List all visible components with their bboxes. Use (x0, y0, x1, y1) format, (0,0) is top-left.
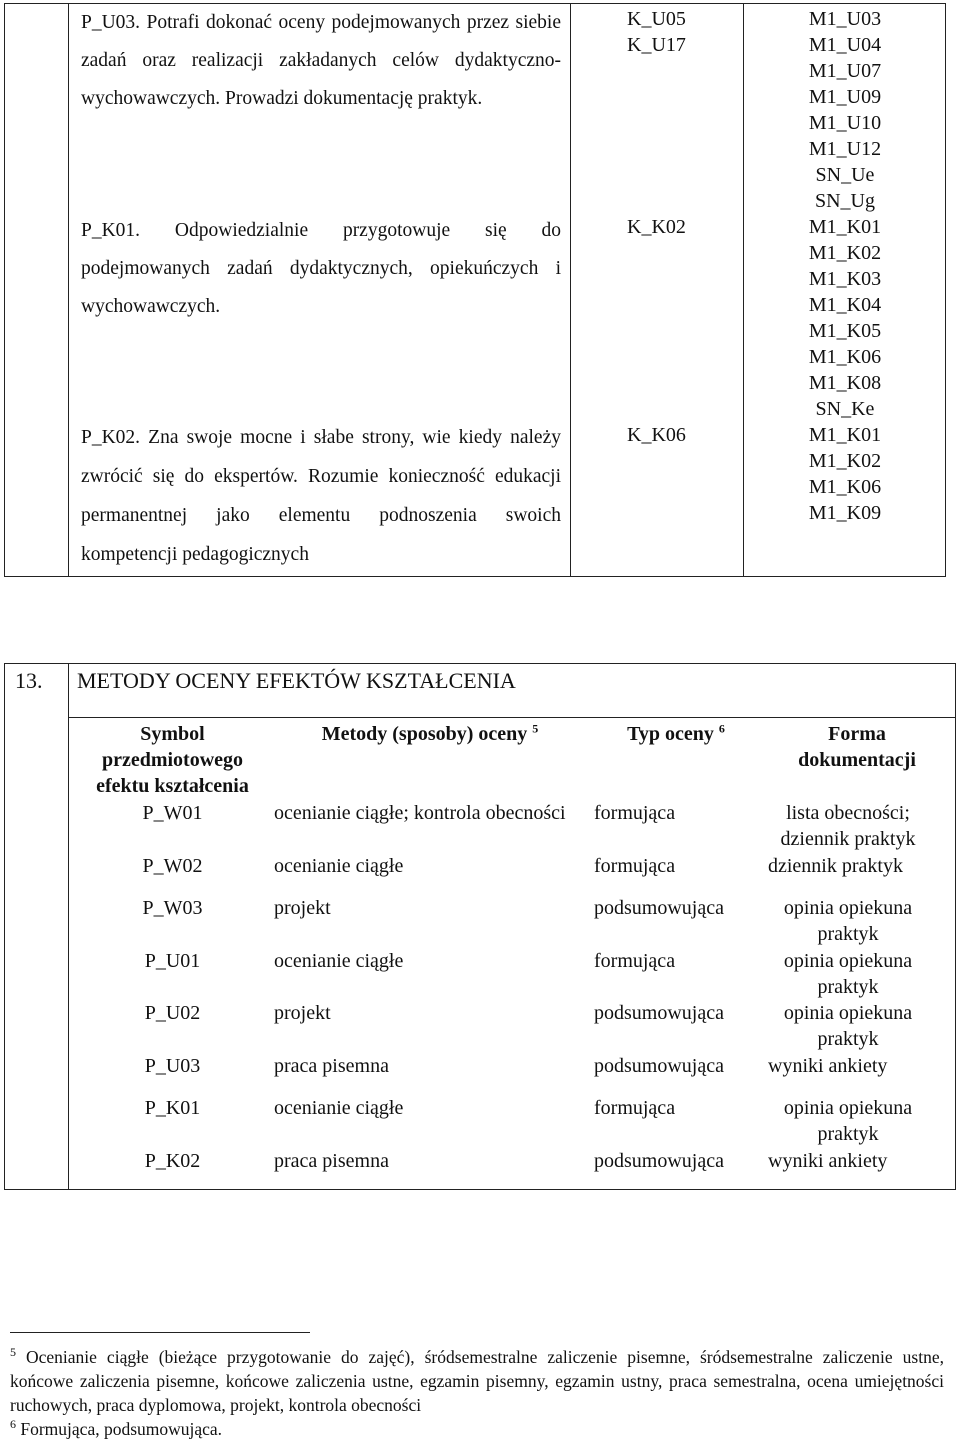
row-type: formująca (594, 1097, 676, 1119)
row-form: wyniki ankiety (768, 1055, 888, 1077)
row-method: praca pisemna (274, 1150, 389, 1172)
m-code: SN_Ug (814, 190, 875, 212)
row-form: wyniki ankiety (768, 1150, 888, 1172)
section-divider (68, 664, 69, 1189)
k-codes-p-k01 (570, 214, 743, 240)
header-type-label: Typ oceny (627, 723, 714, 745)
row-type: podsumowująca (594, 1150, 724, 1172)
header-methods-label: Metody (sposoby) oceny (321, 723, 528, 745)
row-symbol: P_W03 (142, 897, 203, 919)
row-symbol: P_K01 (144, 1097, 201, 1119)
m-code: M1_K06 (808, 346, 882, 368)
footnote-mark: 6 (10, 1417, 16, 1432)
row-form: lista obecności; dziennik praktyk (780, 802, 916, 850)
section-divider (68, 717, 955, 718)
m-code: M1_K02 (808, 450, 882, 472)
row-method: ocenianie ciągłe (274, 855, 404, 877)
header-symbol: Symbol przedmiotowego efektu kształcenia (96, 723, 249, 797)
row-symbol: P_W02 (142, 855, 203, 877)
k-code: K_U05 (627, 8, 686, 30)
effect-text: Zna swoje mocne i słabe strony, wie kiedy należy zwrócić się do ekspertów. Rozumie konieczność edukacji permanentnej jako elementu podnoszenia swoich kompetencji pedagogicznych (81, 427, 561, 565)
m-code: M1_K03 (808, 268, 882, 290)
header-form: Forma dokumentacji (798, 723, 916, 771)
m-code: M1_K09 (808, 502, 882, 524)
m-code: M1_K08 (808, 372, 882, 394)
footnote-mark: 5 (10, 1345, 16, 1360)
k-codes-p-k02 (570, 422, 743, 448)
k-code: K_U17 (627, 34, 686, 56)
m-code: M1_K01 (808, 216, 882, 238)
footnote-rule (10, 1332, 310, 1333)
row-form: opinia opiekuna praktyk (783, 950, 913, 998)
row-method: ocenianie ciągłe; kontrola obecności (274, 802, 566, 824)
effect-code: P_K02. (81, 427, 141, 448)
m-code: M1_K04 (808, 294, 882, 316)
row-method: ocenianie ciągłe (274, 1097, 404, 1119)
effect-text: Odpowiedzialnie przygotowuje się do podejmowanych zadań dydaktycznych, opiekuńczych i wychowawczych. (81, 220, 561, 317)
m-codes-p-u03 (743, 6, 947, 214)
row-method: praca pisemna (274, 1055, 389, 1077)
row-symbol: P_K02 (144, 1150, 201, 1172)
effects-table (4, 3, 946, 577)
m-code: SN_Ke (815, 398, 875, 420)
row-method: projekt (274, 1002, 331, 1024)
effect-text: Potrafi dokonać oceny podejmowanych przez siebie zadań oraz realizacji zakładanych celów dydaktyczno-wychowawczych. Prowadzi dokumentację praktyk. (81, 12, 561, 109)
footnote-ref: 5 (532, 721, 539, 736)
header-type (601, 721, 751, 747)
row-method: projekt (274, 897, 331, 919)
m-code: M1_U12 (808, 138, 882, 160)
effect-description-p-k01 (81, 212, 561, 326)
row-symbol: P_U03 (144, 1055, 201, 1077)
effect-description-p-u03 (81, 4, 561, 118)
row-type: formująca (594, 802, 676, 824)
row-form: opinia opiekuna praktyk (783, 897, 913, 945)
footnote-text: Formująca, podsumowująca. (16, 1419, 223, 1439)
row-type: formująca (594, 950, 676, 972)
row-type: podsumowująca (594, 897, 724, 919)
m-code: M1_U10 (808, 112, 882, 134)
table-divider (570, 4, 571, 576)
k-code: K_K02 (627, 216, 686, 238)
row-symbol: P_W01 (142, 802, 203, 824)
row-form: opinia opiekuna praktyk (783, 1002, 913, 1050)
m-code: M1_U04 (808, 34, 882, 56)
m-code: M1_K01 (808, 424, 882, 446)
row-form: opinia opiekuna praktyk (783, 1097, 913, 1145)
section-title: METODY OCENY EFEKTÓW KSZTAŁCENIA (77, 668, 516, 693)
footnote-5 (10, 1345, 944, 1417)
footnote-ref: 6 (718, 721, 725, 736)
m-code: M1_K06 (808, 476, 882, 498)
footnote-text: Ocenianie ciągłe (bieżące przygotowanie do zajęć), śródsemestralne zaliczenie pisemne, śródsemestralne zaliczenie ustne, końcowe zaliczenia pisemne, końcowe zaliczenia ustne, egzamin pisemny, egzamin ustny, praca semestralna, ocena umiejętności ruchowych, praca dyplomowa, projekt, kontrola obecności (10, 1347, 944, 1415)
row-type: podsumowująca (594, 1002, 724, 1024)
m-code: M1_U07 (808, 60, 882, 82)
m-code: SN_Ue (815, 164, 875, 186)
m-code: M1_U03 (808, 8, 882, 30)
footnote-6 (10, 1417, 944, 1441)
assessment-methods-section (4, 663, 956, 1190)
row-type: formująca (594, 855, 676, 877)
header-methods (295, 721, 565, 747)
m-code: M1_K05 (808, 320, 882, 342)
m-code: M1_U09 (808, 86, 882, 108)
m-codes-p-k01 (743, 214, 947, 422)
k-code: K_K06 (627, 424, 686, 446)
table-divider (68, 4, 69, 576)
section-number: 13. (15, 668, 43, 693)
effect-code: P_K01. (81, 220, 141, 241)
k-codes-p-u03 (570, 6, 743, 58)
effect-code: P_U03. (81, 12, 141, 33)
row-symbol: P_U01 (144, 950, 201, 972)
m-code: M1_K02 (808, 242, 882, 264)
effect-description-p-k02 (81, 418, 561, 574)
row-form: dziennik praktyk (768, 855, 903, 877)
row-symbol: P_U02 (144, 1002, 201, 1024)
row-method: ocenianie ciągłe (274, 950, 404, 972)
m-codes-p-k02 (743, 422, 947, 526)
row-type: podsumowująca (594, 1055, 724, 1077)
